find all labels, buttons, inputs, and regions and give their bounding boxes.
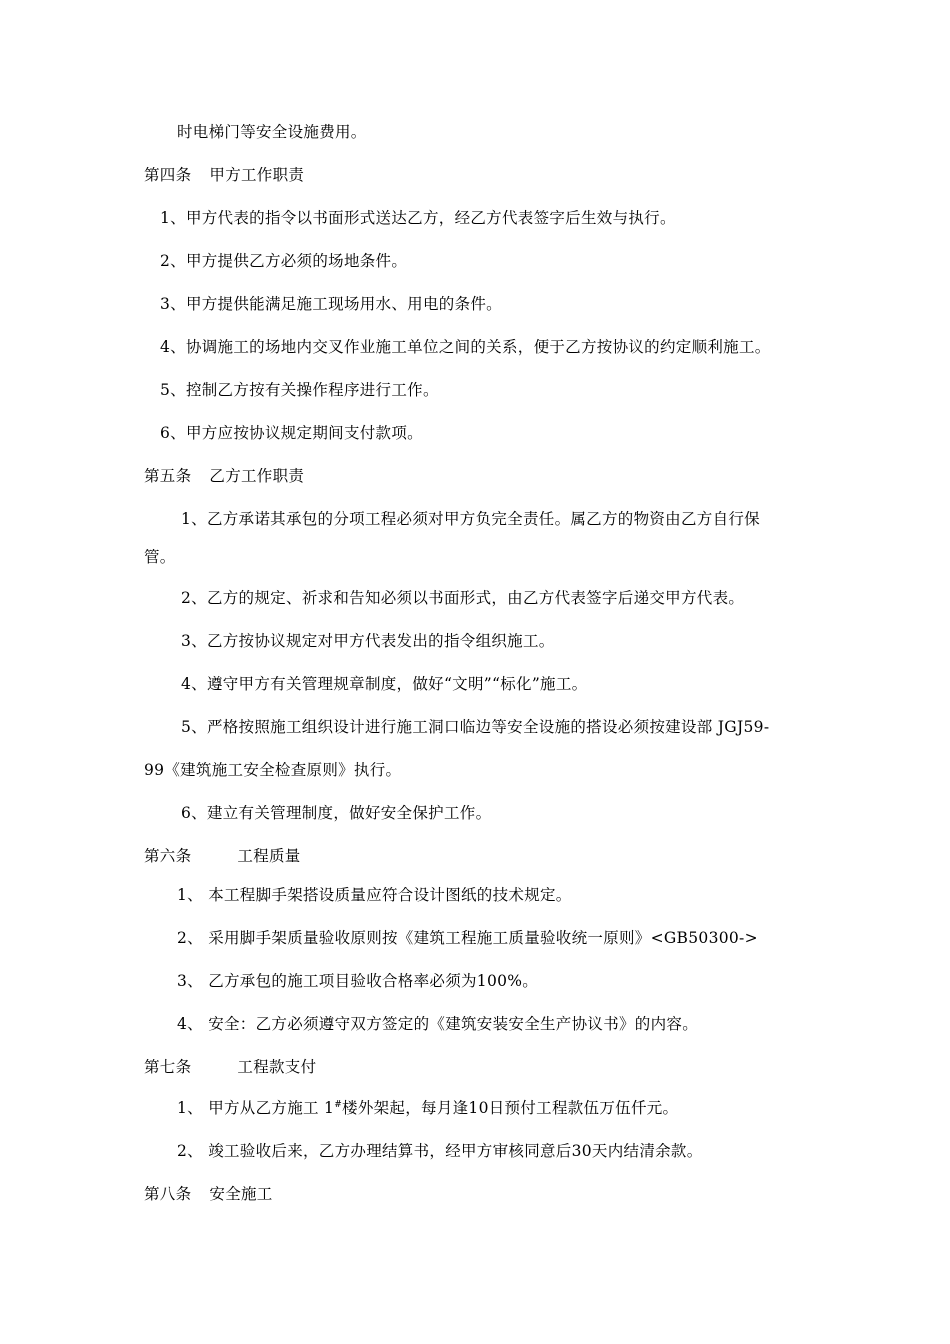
- article-4-item-5: 5、控制乙方按有关操作程序进行工作。: [160, 381, 439, 399]
- article-7-item-1: [177, 1097, 678, 1119]
- article-4-item-2: 2、甲方提供乙方必须的场地条件。: [160, 252, 408, 270]
- article-4-item-1: 1、甲方代表的指令以书面形式送达乙方，经乙方代表签字后生效与执行。: [160, 209, 676, 227]
- article-7-item-1-superscript: #: [334, 1099, 343, 1110]
- article-7-item-2: 2、 竣工验收后来，乙方办理结算书，经甲方审核同意后30天内结清余款。: [177, 1142, 703, 1160]
- article-4-item-3: 3、甲方提供能满足施工现场用水、用电的条件。: [160, 295, 502, 313]
- article-8-title: 安全施工: [209, 1185, 273, 1203]
- article-6-item-1: 1、 本工程脚手架搭设质量应符合设计图纸的技术规定。: [177, 886, 572, 904]
- article-6-number: 第六条: [144, 847, 192, 865]
- article-5-item-1-wrap: 管。: [144, 548, 176, 566]
- article-5-heading: [144, 465, 304, 487]
- article-5-item-5: 5、严格按照施工组织设计进行施工洞口临边等安全设施的搭设必须按建设部 JGJ59-: [181, 718, 770, 736]
- article-5-item-3: 3、乙方按协议规定对甲方代表发出的指令组织施工。: [181, 632, 555, 650]
- article-8-number: 第八条: [144, 1185, 192, 1203]
- article-6-item-4: 4、 安全：乙方必须遵守双方签定的《建筑安装安全生产协议书》的内容。: [177, 1015, 698, 1033]
- paragraph-continuation: 时电梯门等安全设施费用。: [177, 123, 367, 141]
- article-5-item-5-wrap: 99《建筑施工安全检查原则》执行。: [144, 761, 402, 779]
- article-5-item-6: 6、建立有关管理制度，做好安全保护工作。: [181, 804, 492, 822]
- article-7-title: 工程款支付: [237, 1058, 317, 1076]
- article-7-heading: [144, 1056, 316, 1078]
- article-6-heading: [144, 845, 301, 867]
- article-5-item-4: 4、遵守甲方有关管理规章制度，做好“文明”“标化”施工。: [181, 675, 588, 693]
- article-6-item-3: 3、 乙方承包的施工项目验收合格率必须为100%。: [177, 972, 539, 990]
- article-7-item-1-text-b: 楼外架起，每月逢10日预付工程款伍万伍仟元。: [342, 1099, 679, 1117]
- article-6-title: 工程质量: [237, 847, 301, 865]
- article-6-item-2: 2、 采用脚手架质量验收原则按《建筑工程施工质量验收统一原则》<GB50300->: [177, 929, 758, 947]
- article-4-item-6: 6、甲方应按协议规定期间支付款项。: [160, 424, 423, 442]
- article-4-title: 甲方工作职责: [209, 166, 305, 184]
- article-4-item-4: 4、协调施工的场地内交叉作业施工单位之间的关系，便于乙方按协议的约定顺利施工。: [160, 338, 771, 356]
- article-5-title: 乙方工作职责: [209, 467, 305, 485]
- article-5-number: 第五条: [144, 467, 192, 485]
- article-8-heading: [144, 1183, 273, 1205]
- article-7-number: 第七条: [144, 1058, 192, 1076]
- article-5-item-2: 2、乙方的规定、祈求和告知必须以书面形式，由乙方代表签字后递交甲方代表。: [181, 589, 745, 607]
- article-5-item-1: 1、乙方承诺其承包的分项工程必须对甲方负完全责任。属乙方的物资由乙方自行保: [181, 510, 760, 528]
- article-4-heading: [144, 164, 304, 186]
- article-7-item-1-text-a: 1、 甲方从乙方施工 1: [177, 1099, 335, 1117]
- article-4-number: 第四条: [144, 166, 192, 184]
